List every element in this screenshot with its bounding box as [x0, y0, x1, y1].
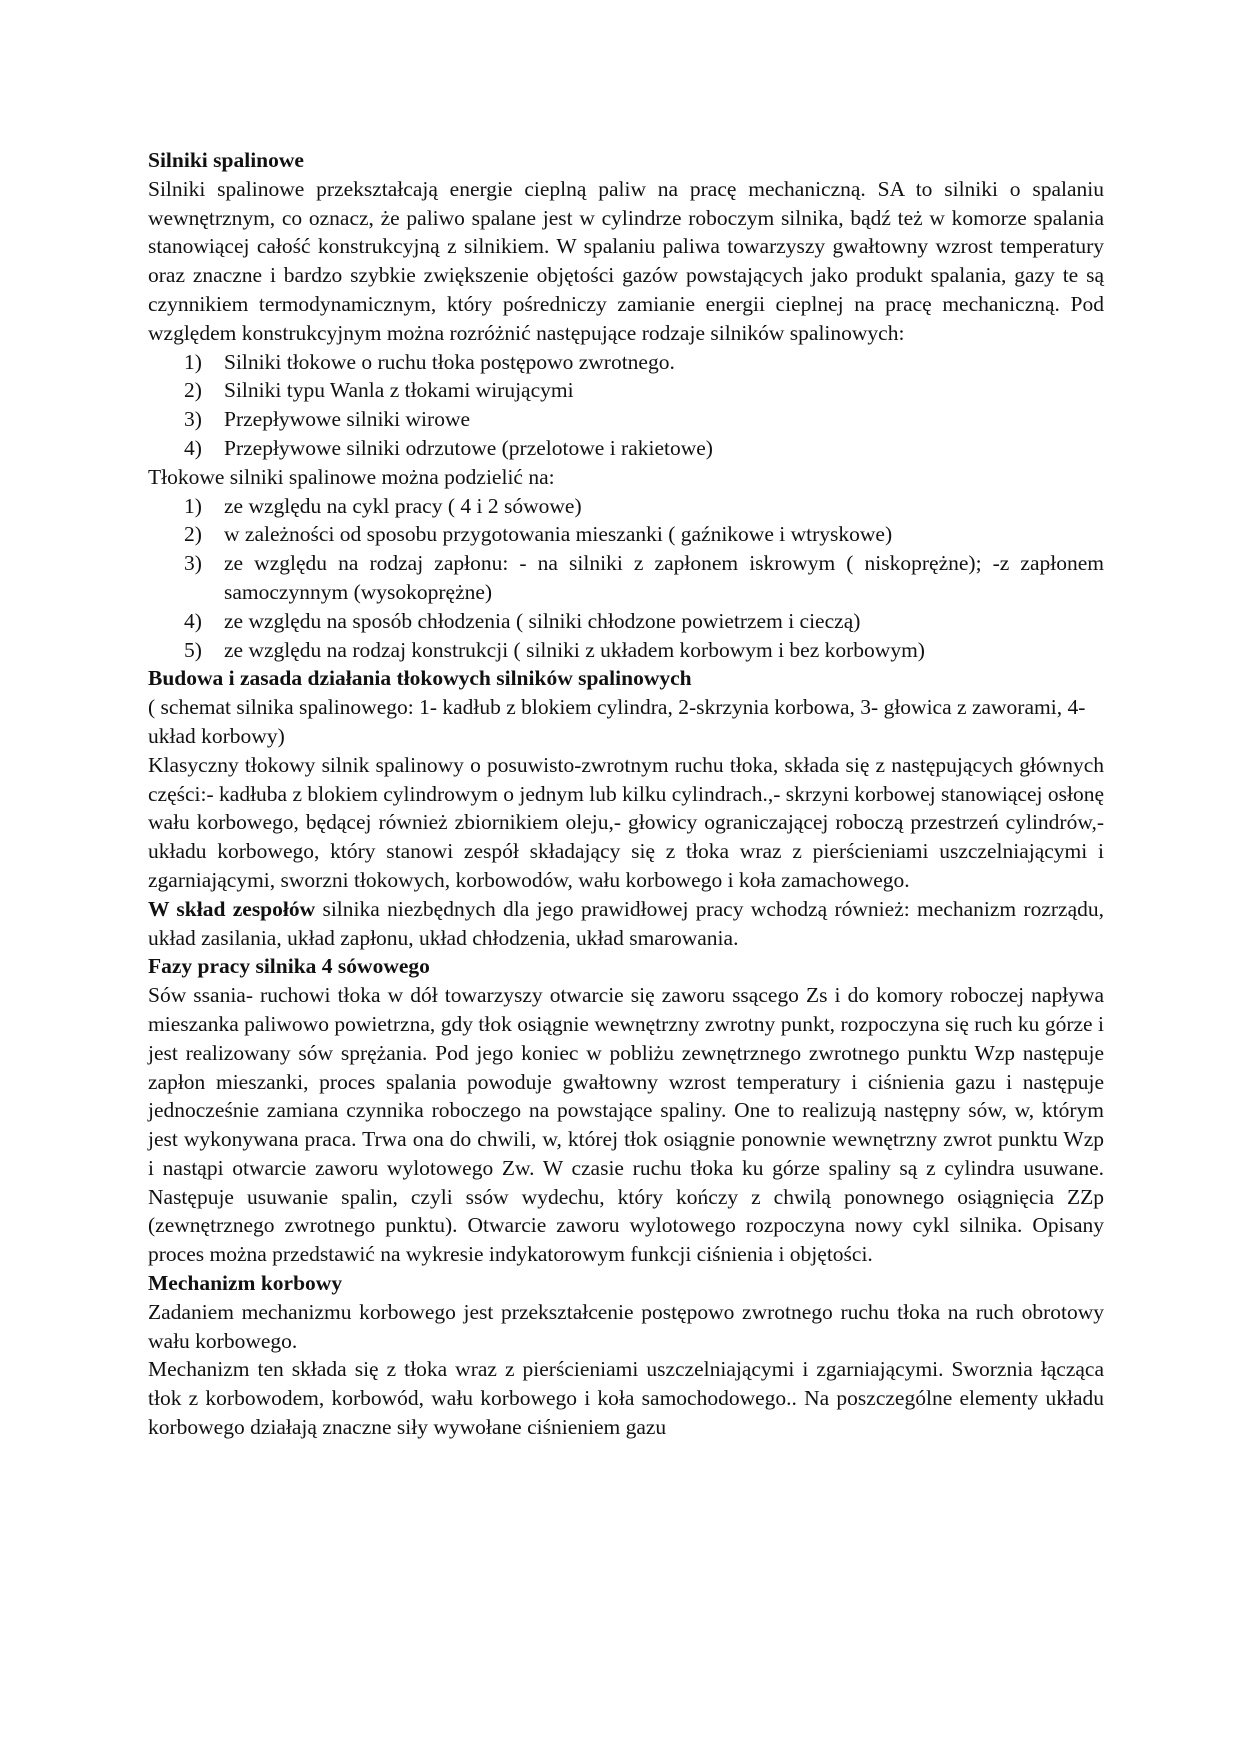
heading-silniki-spalinowe: Silniki spalinowe — [148, 148, 304, 172]
list-item-text: Przepływowe silniki odrzutowe (przelotowe i rakietowe) — [224, 435, 713, 460]
list-number: 3) — [184, 551, 202, 576]
list-item — [148, 348, 1104, 377]
list-number: 5) — [184, 637, 202, 662]
list-number: 2) — [184, 378, 202, 403]
list-number: 3) — [184, 407, 202, 432]
list-item — [148, 636, 1104, 665]
list-engine-classification — [148, 492, 1104, 665]
list-number: 4) — [184, 435, 202, 460]
paragraph-fazy: Sów ssania- ruchowi tłoka w dół towarzyszy otwarcie się zaworu ssącego Zs i do komory roboczej napływa mieszanka paliwowo powietrzna, gdy tłok osiągnie wewnętrzny zwrotny punkt, rozpoczyna się ruch ku górze i jest realizowany sów sprężania. Pod jego koniec w pobliżu zewnętrznego zwrotnego punktu Wzp następuje zapłon mieszanki, proces spalania powoduje gwałtowny wzrost temperatury i ciśnienia gazu i następuje jednocześnie zamiana czynnika roboczego na powstające spaliny. One to realizują następny sów, w, którym jest wykonywana praca. Trwa ona do chwili, w, której tłok osiągnie ponownie wewnętrzny zwrot punktu Wzp i nastąpi otwarcie zaworu wylotowego Zw. W czasie ruchu tłoka ku górze spaliny są z cylindra usuwane. Następuje usuwanie spalin, czyli ssów wydechu, który kończy z chwilą ponownego osiągnięcia ZZp (zewnętrznego zwrotnego punktu). Otwarcie zaworu wylotowego rozpoczyna nowy cykl silnika. Opisany proces można przedstawić na wykresie indykatorowym funkcji ciśnienia i objętości. — [148, 983, 1104, 1267]
list-item-text: ze względu na sposób chłodzenia ( silniki chłodzone powietrzem i cieczą) — [224, 608, 861, 633]
sklad-text: silnika niezbędnych dla jego prawidłowej pracy wchodzą również: mechanizm rozrządu, układ zasilania, układ zapłonu, układ chłodzenia, układ smarowania. — [148, 896, 1104, 950]
list-item-text: Silniki typu Wanla z tłokami wirującymi — [224, 378, 574, 403]
list-item — [148, 520, 1104, 549]
heading-fazy-pracy: Fazy pracy silnika 4 sówowego — [148, 954, 430, 979]
paragraph-sklad — [148, 895, 1104, 953]
heading-budowa: Budowa i zasada działania tłokowych silników spalinowych — [148, 666, 692, 691]
list-item — [148, 492, 1104, 521]
paragraph-mechanizm-2: Mechanizm ten składa się z tłoka wraz z pierścieniami uszczelniającymi i zgarniającymi. Sworznia łącząca tłok z korbowodem, korbowód, wału korbowego i koła samochodowego.. Na poszczególne elementy układu korbowego działają znaczne siły wywołane ciśnieniem gazu — [148, 1357, 1104, 1440]
paragraph-intro: Silniki spalinowe przekształcają energie cieplną paliw na pracę mechaniczną. SA to silniki o spalaniu wewnętrznym, co oznacz, że paliwo spalane jest w cylindrze roboczym silnika, bądź też w komorze spalania stanowiącej całość konstrukcyjną z silnikiem. W spalaniu paliwa towarzyszy gwałtowny wzrost temperatury oraz znaczne i bardzo szybkie zwiększenie objętości gazów powstających jako produkt spalania, gazy te są czynnikiem termodynamicznym, który pośredniczy zamianie energii cieplnej na pracę mechaniczną. Pod względem konstrukcyjnym można rozróżnić następujące rodzaje silników spalinowych: — [148, 176, 1104, 345]
list-item — [148, 434, 1104, 463]
list-number: 1) — [184, 493, 202, 518]
list-item — [148, 607, 1104, 636]
paragraph-budowa: Klasyczny tłokowy silnik spalinowy o posuwisto-zwrotnym ruchu tłoka, składa się z następujących głównych części:- kadłuba z blokiem cylindrowym o jednym lub kilku cylindrach.,- skrzyni korbowej stanowiącej osłonę wału korbowego, będącej również zbiornikiem oleju,- głowicy ograniczającej roboczą przestrzeń cylindrów,- układu korbowego, który stanowi zespół składający się z tłoka wraz z pierścieniami uszczelniającymi i zgarniającymi, sworzni tłokowych, korbowodów, wału korbowego i koła zamachowego. — [148, 752, 1104, 892]
paragraph-schema: ( schemat silnika spalinowego: 1- kadłub z blokiem cylindra, 2-skrzynia korbowa, 3- głowica z zaworami, 4- układ korbowy) — [148, 695, 1086, 748]
list-number: 4) — [184, 608, 202, 633]
list-number: 2) — [184, 522, 202, 547]
sklad-bold-text: W skład zespołów — [148, 896, 316, 921]
list-item — [148, 376, 1104, 405]
paragraph-mechanizm-1: Zadaniem mechanizmu korbowego jest przekształcenie postępowo zwrotnego ruchu tłoka na ruch obrotowy wału korbowego. — [148, 1299, 1104, 1353]
list-item-text: w zależności od sposobu przygotowania mieszanki ( gaźnikowe i wtryskowe) — [224, 522, 893, 547]
list-item-text: ze względu na rodzaj konstrukcji ( silniki z układem korbowym i bez korbowym) — [224, 637, 925, 662]
list-item-text: Silniki tłokowe o ruchu tłoka postępowo zwrotnego. — [224, 349, 675, 374]
list-item-text: ze względu na cykl pracy ( 4 i 2 sówowe) — [224, 493, 582, 518]
list-item-text: Przepływowe silniki wirowe — [224, 407, 471, 432]
list-engine-types — [148, 348, 1104, 463]
list-item-text: ze względu na rodzaj zapłonu: - na silniki z zapłonem iskrowym ( niskoprężne); -z zapłonem samoczynnym (wysokoprężne) — [224, 551, 1104, 604]
list-number: 1) — [184, 349, 202, 374]
list-item — [148, 405, 1104, 434]
document-page — [148, 146, 1104, 1442]
list-item — [148, 549, 1104, 607]
list2-intro: Tłokowe silniki spalinowe można podzielić na: — [148, 464, 555, 489]
heading-mechanizm-korbowy: Mechanizm korbowy — [148, 1271, 343, 1296]
